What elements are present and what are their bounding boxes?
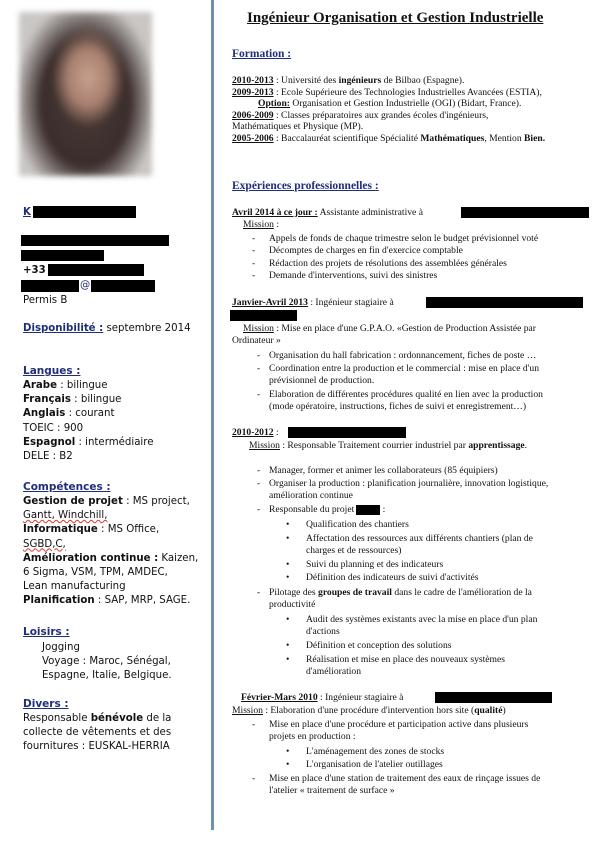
- exp3-subitem: • Définition et conception des solutions: [306, 640, 451, 652]
- column-divider: [211, 0, 214, 830]
- exp4-mission: Mission : Elaboration d'une procédure d'intervention hors site (qualité): [232, 705, 506, 716]
- redacted-address-line2: [21, 250, 104, 261]
- formation-row: Mathématiques et Physique (MP).: [232, 121, 364, 133]
- redacted-name: [33, 206, 136, 218]
- divers-heading: Divers :: [23, 698, 69, 710]
- redacted-email-domain: [91, 280, 155, 292]
- exp3-subitem: • Audit des systèmes existants avec la mise en place d'un plan: [306, 614, 537, 626]
- comp-gestion-label: Gestion de projet: [23, 496, 123, 507]
- exp2-item: Coordination entre la production et le commercial : mise en place d'un: [269, 363, 539, 374]
- loisirs-pays: Espagne, Italie, Belgique.: [42, 670, 172, 681]
- langue-item: Français : bilingue: [23, 394, 122, 406]
- permis: Permis B: [23, 295, 68, 306]
- exp4-subitem: • L'organisation de l'atelier outillages: [306, 759, 443, 771]
- formation-row: Option: Organisation et Gestion Industrielle (OGI) (Bidart, France).: [258, 98, 522, 110]
- exp3-item: Responsable du projet :: [269, 504, 386, 515]
- comp-amelioration-label: Amélioration continue :: [23, 552, 159, 564]
- redacted-company-1: [461, 207, 589, 218]
- langue-item: Arabe : bilingue: [23, 380, 108, 391]
- loisirs-heading: Loisirs :: [23, 626, 70, 638]
- formation-list: [232, 75, 604, 145]
- exp3-subitem: • Qualification des chantiers: [306, 519, 409, 531]
- comp-info-label: Informatique: [23, 524, 98, 536]
- exp2-mission: Mission : Mise en place d'une G.P.A.O. «Gestion de Production Assistée par Ordinateur »: [232, 323, 536, 346]
- phone-prefix: +33: [23, 265, 46, 276]
- exp4-item: Mise en place d'une procédure et participation active dans plusieurs: [269, 719, 529, 730]
- exp3-item: Organiser la production : planification journalière, innovation logistique,: [269, 478, 549, 489]
- exp1-item: Demande d'interventions, suivi des sinistres: [269, 270, 438, 281]
- loisirs-jogging: Jogging: [42, 642, 80, 653]
- disponibilite-value: septembre 2014: [103, 323, 191, 334]
- experiences-heading: Expériences professionnelles :: [232, 180, 379, 192]
- exp1-item: Rédaction des projets de résolutions des assemblées générales: [269, 258, 507, 269]
- exp4-item: Mise en place d'une station de traitement des eaux de rinçage issues de: [269, 773, 541, 784]
- redacted-company-2: [426, 297, 583, 308]
- exp4-subitem: • L'aménagement des zones de stocks: [306, 746, 444, 758]
- redacted-phone: [48, 264, 144, 276]
- comp-planif-label: Planification: [23, 595, 95, 607]
- left-column: [0, 0, 212, 858]
- exp3-subitem: • Réalisation et mise en place des nouveaux systèmes: [306, 654, 505, 666]
- cv-title: Ingénieur Organisation et Gestion Industrielle: [247, 10, 544, 26]
- loisirs-voyage: Voyage : Maroc, Sénégal,: [42, 656, 171, 667]
- exp3-mission: Mission : Responsable Traitement courrier industriel par apprentissage.: [249, 440, 528, 451]
- competences-heading: Compétences :: [23, 481, 111, 493]
- langue-item: Anglais : courant: [23, 408, 115, 420]
- exp2-header: Janvier-Avril 2013 : Ingénieur stagiaire à: [232, 297, 394, 308]
- exp3-item: Pilotage des groupes de travail dans le cadre de l'amélioration de la: [269, 587, 532, 598]
- email-at: @: [80, 280, 91, 291]
- exp3-item: Manager, former et animer les collaborateurs (85 équipiers): [269, 465, 498, 476]
- redacted-project: [356, 505, 380, 515]
- profile-photo: [19, 12, 152, 176]
- redacted-company-4: [435, 692, 552, 703]
- exp3-subitem: • Définition des indicateurs de suivi d'activités: [306, 572, 479, 584]
- formation-row: 2005-2006 : Baccalauréat scientifique Spécialité Mathématiques, Mention Bien.: [232, 132, 546, 144]
- disponibilite-label: Disponibilité :: [23, 323, 104, 334]
- redacted-company-3: [288, 427, 406, 438]
- exp3-subitem: • Suivi du planning et des indicateurs: [306, 559, 443, 571]
- name-initial: K: [23, 207, 31, 218]
- exp2-item: Elaboration de différentes procédures qualité en lien avec la production: [269, 389, 543, 400]
- langue-item: Espagnol : intermédiaire: [23, 436, 154, 448]
- disponibilite: [23, 322, 191, 336]
- redacted-company-2b: [230, 310, 297, 321]
- langue-item: DELE : B2: [23, 451, 73, 463]
- exp3-header: 2010-2012 :: [232, 427, 279, 438]
- formation-row: 2006-2009 : Classes préparatoires aux grandes écoles d'ingénieurs,: [232, 109, 489, 121]
- exp1-item: Appels de fonds de chaque trimestre selon le budget prévisionnel voté: [269, 233, 539, 244]
- redacted-address-line1: [21, 235, 169, 246]
- exp1-mission: Mission :: [243, 219, 280, 230]
- exp2-item: Organisation du hall fabrication : ordonnancement, fiches de poste …: [269, 350, 537, 361]
- redacted-email-user: [21, 280, 79, 292]
- formation-row: 2009-2013 : Ecole Supérieure des Technologies Industrielles Avancées (ESTIA),: [232, 86, 542, 98]
- langues-list: [23, 379, 154, 464]
- langues-heading: Langues :: [23, 365, 81, 377]
- formation-row: 2010-2013 : Université des ingénieurs de Bilbao (Espagne).: [232, 75, 465, 86]
- langue-item: TOEIC : 900: [23, 422, 84, 434]
- formation-heading: Formation :: [232, 48, 292, 60]
- exp1-item: Décomptes de charges en fin d'exercice comptable: [269, 245, 463, 256]
- competences-list: Gestion de projet : MS project, Gantt, Windchill, Informatique : MS Office, SGBD,C, Amélioration continue : Kaizen, 6 Sigma, VSM, TPM, AMDEC, Lean manufacturing Planification : SAP, MRP, SAGE.: [23, 496, 199, 607]
- exp3-subitem: • Affectation des ressources aux différents chantiers (plan de: [306, 533, 533, 545]
- exp1-header: Avril 2014 à ce jour : Assistante administrative à: [232, 207, 423, 218]
- exp4-header: Février-Mars 2010 : Ingénieur stagiaire à: [241, 692, 404, 703]
- divers-text: Responsable bénévole de la collecte de vêtements et des fournitures : EUSKAL-HERRIA: [23, 713, 172, 753]
